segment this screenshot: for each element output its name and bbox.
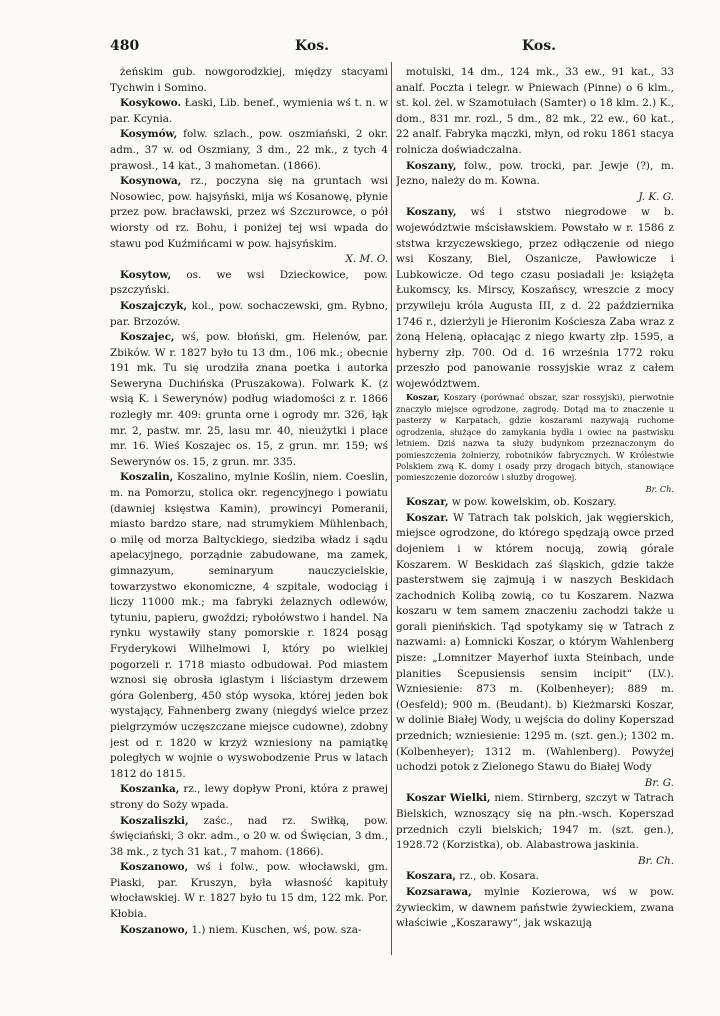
dictionary-entry — [110, 65, 388, 96]
entry-signature: J. K. G. — [638, 190, 674, 203]
entry-headword: Koszalin, — [120, 471, 174, 484]
dictionary-entry — [396, 791, 674, 869]
entry-text: 1.) niem. Kuschen, wś, pow. sza- — [188, 923, 362, 936]
entry-headword: Kozsarawa, — [406, 885, 472, 898]
dictionary-entry — [396, 869, 674, 885]
dictionary-entry — [396, 495, 674, 511]
entry-text: Łaski, Lib. benef., wymienia wś t. n. w par. Kcynia. — [110, 97, 388, 125]
running-head-right: Kos. — [522, 38, 556, 54]
entry-signature: Br. Ch. — [637, 854, 674, 867]
entry-headword: Koszar, — [406, 392, 440, 403]
dictionary-entry — [396, 511, 674, 792]
entry-headword: Koszajczyk, — [120, 299, 188, 312]
entry-text: folw. szlach., pow. oszmiański, 2 okr. adm., 37 w. od Oszmiany, 3 dm., 22 mk., z tych 4 prawosł., 14 kat., 3 mahometan. (1866). — [110, 128, 388, 172]
entry-headword: Koszar, — [406, 496, 449, 509]
entry-text: mylnie Kozierowa, wś w pow. żywieckim, w dawnem państwie żywieckiem, zwana właściwie „Koszarawy“, jak wskazują — [396, 885, 674, 930]
dictionary-entry — [110, 96, 388, 127]
entry-signature: Br. G. — [644, 776, 674, 789]
entry-text: kol., pow. sochaczewski, gm. Rybno, par. Brzozów. — [110, 299, 388, 328]
entry-text: niem. Stirnberg, szczyt w Tatrach Bielskich, wznoszący się na płn.-wsch. Koperszad przednich czyli bielskich; 1947 m. (szt. gen.), 1928.72 (Korzistka), ob. Alabastrowa jaskinia. — [396, 792, 674, 852]
right-column — [396, 65, 674, 960]
dictionary-entry — [110, 174, 388, 268]
entry-text: w pow. kowelskim, ob. Koszary. — [448, 496, 617, 509]
entry-text: rz., ob. Kosara. — [456, 870, 539, 883]
page-number: 480 — [110, 38, 140, 54]
dictionary-entry — [110, 268, 388, 299]
entry-text: rz., lewy dopływ Proni, która z prawej strony do Soży wpada. — [110, 783, 388, 811]
dictionary-entry — [110, 814, 388, 861]
dictionary-entry — [110, 127, 388, 174]
entry-headword: Koszanka, — [120, 783, 180, 796]
entry-text: wś i ststwo niegrodowe w b. województwie mścisławskiem. Powstało w r. 1586 z ststwa krzyczewskiego, przez odłączenie od niego wsi Koszany, Biel, Oszanicze, Pawłowicze i Lubkowicze. Od tego czasu posiadali je: książęta Łukomscy, ks. Mirscy, Koszańscy, wreszcie z mocy przywileju króla Augusta III, z d. 22 października 1746 r., dzierżyli je Hieronim Kościesza Zaba wraz z żoną Heleną, opłacając z niego kwarty złp. 1595, a hyberny złp. 700. Od d. 16 września 1772 roku przeszło pod panowanie rossyjskie wraz z całem województwem. — [396, 206, 674, 390]
running-head-left: Kos. — [295, 38, 329, 54]
entry-headword: Kosytow, — [120, 268, 172, 281]
entry-headword: Koszanowo, — [120, 861, 189, 874]
entry-headword: Koszany, — [406, 159, 457, 172]
dictionary-entry — [110, 923, 388, 939]
entry-text: wś, pow. błoński, gm. Helenów, par. Zbików. W r. 1827 było tu 13 dm., 106 mk.; obecnie 191 mk. Tu się urodziła znana poetka i autorka Seweryna Duchińska (Pruszakowa). Folwark K. (z wsią K. i Sewerynów) podług wiadomości z r. 1866 rozległy mr. 409: grunta orne i ogrody mr. 326, łąk mr. 2, pastw. mr. 25, lasu mr. 40, nieużytki i place mr. 16. Wieś Koszajec os. 15, z grun. mr. 159; wś Sewerynów os. 15, z grun. mr. 335. — [110, 331, 388, 468]
entry-text: folw., pow. trocki, par. Jewje (?), m. Jezno, należy do m. Kowna. — [396, 159, 674, 188]
entry-headword: Koszany, — [406, 206, 457, 219]
dictionary-entry — [110, 782, 388, 813]
entry-text: os. we wsi Dzieckowice, pow. pszczyński. — [110, 268, 388, 297]
dictionary-entry — [110, 860, 388, 922]
entry-text: Koszary (porównać obszar, szar rossyjski), pierwotnie znaczyło miejsce ogrodzone, zagrodę. Dotąd ma to znaczenie u pasterzy w Karpatach, gdzie koszarami nazywają ruchome ogrodzenia, służące do zamykania bydła i owiec na pastwisku letniem. Dziś nazwa ta służy budynkom przeznaczonym do pomieszczenia żołnierzy, robotników fabrycznych. W Królestwie Polskiem zwą K. domy i osady przy drogach bitych, stanowiące pomieszczenie dozorców i służby drogowej. — [396, 392, 674, 483]
entry-headword: Kosynowa, — [120, 175, 182, 188]
dictionary-entry — [396, 885, 674, 932]
entry-headword: Kosymów, — [120, 128, 178, 141]
dictionary-entry — [396, 205, 674, 392]
dictionary-entry — [396, 159, 674, 206]
entry-text: motulski, 14 dm., 124 mk., 33 ew., 91 kat., 33 analf. Poczta i telegr. w Pniewach (Pinne) o 6 klm., st. kol. żel. w Szamotułach (Samter) o 18 klm. 2.) K., dom., 831 mr. rozl., 5 dm., 82 mk., 22 ew., 60 kat., 22 analf. Fabryka mączki, młyn, od roku 1861 stacya rolnicza doświadczalna. — [396, 66, 674, 156]
entry-text: Koszalino, mylnie Koślin, niem. Coeslin, m. na Pomorzu, stolica okr. regencyjnego i powiatu (dawniej księstwa Kamin), prowincyi Pomeranii, miasto bardzo stare, nad strumykiem Mühlenbach, o milę od morza Baltyckiego, siedziba władz i sądu apelacyjnego, porządnie zabudowane, ma zamek, gimnazyum, seminaryum nauczycielskie, towarzystwo ekonomiczne, 4 szpitale, wodociąg i liczy 11000 mk.; ma fabryki żelaznych odlewów, tytuniu, papieru, gwoździ; rybołówstwo i handel. Na rynku wystawiły stany pomorskie r. 1824 posąg Fryderykowi Wilhelmowi I, który po wielkiej pogorzeli r. 1718 miasto odbudował. Pod miastem wznosi się obrosła iglastym i liściastym drzewem góra Golenberg, 450 stóp wysoka, której jeden bok wystający, Fahnenberg zwany (niegdyś wielce przez pielgrzymów uczęszczane miejsce cudowne), zdobny jest od r. 1820 w krzyż wzniesiony na pamiątkę poległych w wojnie o wyswobodzenie Prus w latach 1812 do 1815. — [110, 471, 388, 780]
column-divider — [391, 62, 392, 955]
entry-signature: X. M. O. — [345, 253, 388, 266]
entry-headword: Kosykowo. — [120, 97, 182, 110]
entry-headword: Koszar. — [406, 511, 449, 524]
dictionary-entry — [110, 299, 388, 330]
entry-headword: Koszar Wielki, — [406, 792, 491, 805]
left-column — [110, 65, 388, 960]
page-header — [110, 38, 670, 62]
entry-text: rz., poczyna się na gruntach wsi Nosowiec, pow. hajsyński, mija wś Kosanowę, płynie przez pow. bracławski, przez wś Szczurowce, o pół wiorsty od rz. Bohu, i poniżej tej wsi wpada do stawu pod Kuźmińcami w pow. hajsyńskim. — [110, 175, 388, 250]
entry-headword: Koszanowo, — [120, 923, 189, 936]
entry-text: W Tatrach tak polskich, jak węgierskich, miejsce ogrodzone, do którego spędzają owce przed dojeniem i w którem nocują, zowią górale Koszarem. W Beskidach zaś śląskich, gdzie także pasterstwem się zajmują i w naszych Beskidach zachodnich Kolibą zowią, co tu Koszarem. Nazwa koszaru w tem samem znaczeniu zachodzi także u gorali pienińskich. Tąd spotykamy się w Tatrach z nazwami: a) Łomnicki Koszar, o którym Wahlenberg pisze: „Lomnitzer Mayerhof iuxta Steinbach, unde planities Scepusiensis sensim incipit“ (LV.). Wzniesienie: 873 m. (Kolbenheyer); 889 m. (Oesfeld); 900 m. (Beudant). b) Kieżmarski Koszar, w dolinie Białej Wody, u wejścia do doliny Koperszad przednich; wzniesienie: 1295 m. (szt. gen.); 1302 m. (Kolbenheyer); 1312 m. (Wahlenberg). Powyżej uchodzi potok z Zielonego Stawu do Białej Wody — [396, 511, 674, 774]
dictionary-entry — [396, 392, 674, 495]
dictionary-entry — [110, 330, 388, 470]
entry-headword: Koszajec, — [120, 331, 175, 344]
entry-signature: Br. Ch. — [645, 483, 674, 494]
entry-headword: Koszaliszki, — [120, 814, 189, 827]
entry-text: zaśc., nad rz. Swiłką, pow. święciański, 3 okr. adm., o 20 w. od Święcian, 3 dm., 38 mk., z tych 31 kat., 7 mahom. (1866). — [110, 814, 388, 858]
entry-text: żeńskim gub. nowgorodzkiej, między stacyami Tychwin i Somino. — [110, 66, 388, 94]
dictionary-entry — [396, 65, 674, 159]
entry-text: wś i folw., pow. włocławski, gm. Piaski, par. Kruszyn, była własność kapituły włocławskiej. W r. 1827 było tu 15 dm, 122 mk. Por. Kłobia. — [110, 861, 388, 921]
dictionary-entry — [110, 470, 388, 782]
entry-headword: Koszara, — [406, 870, 457, 883]
